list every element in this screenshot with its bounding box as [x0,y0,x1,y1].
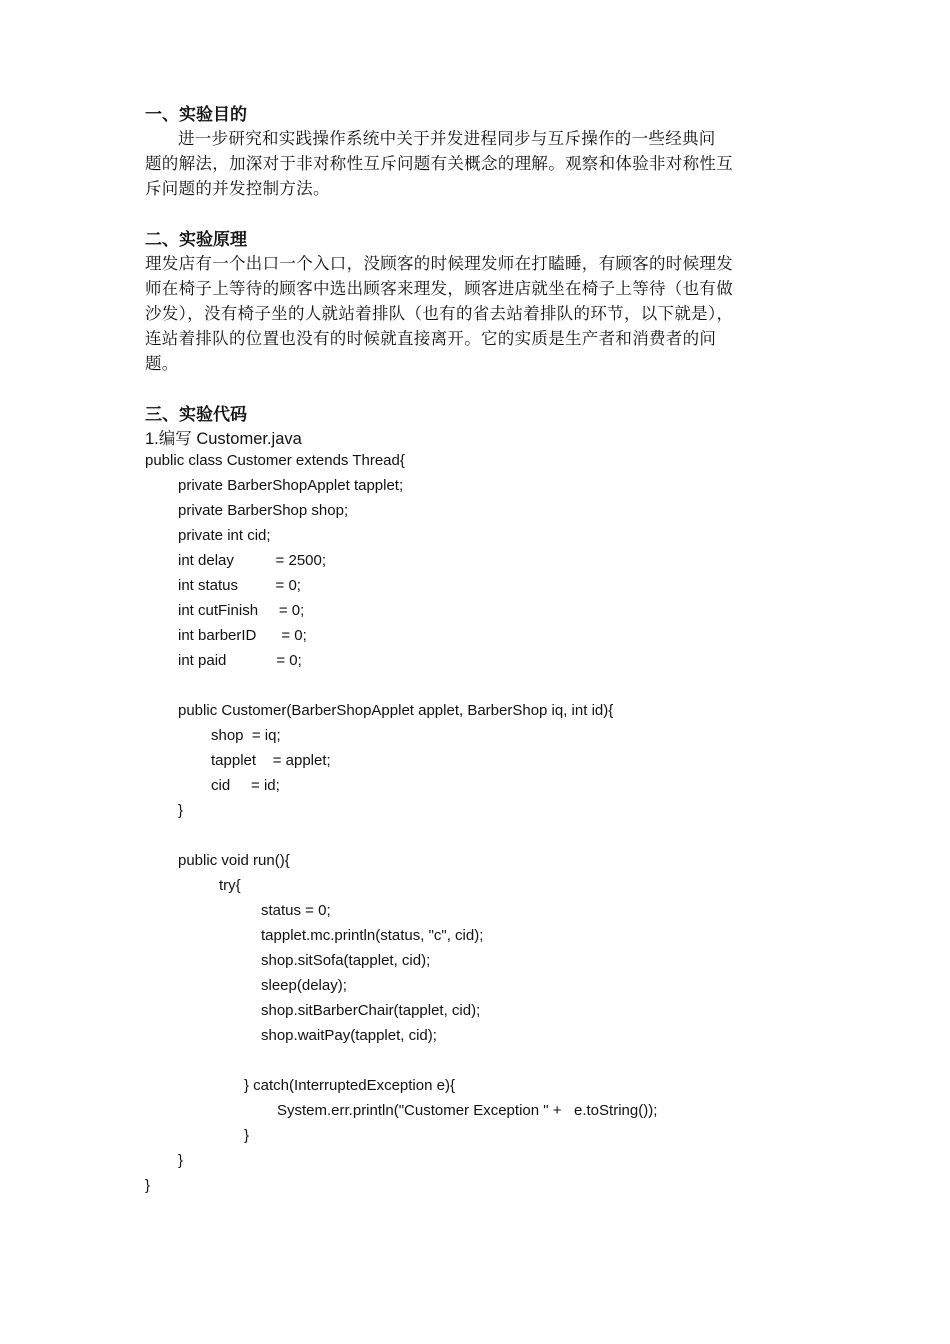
code-line: tapplet = applet; [211,752,331,769]
code-line: int status = 0; [178,577,301,594]
principle-line-2: 师在椅子上等待的顾客中选出顾客来理发，顾客进店就坐在椅子上等待（也有做 [145,279,733,298]
code-line: tapplet.mc.println(status, "c", cid); [261,927,484,944]
principle-line-3: 沙发），没有椅子坐的人就站着排队（也有的省去站着排队的环节，以下就是）， [145,304,734,323]
code-line: System.err.println("Customer Exception " + e.toString()); [277,1102,658,1119]
principle-line-5: 题。 [145,354,179,373]
code-line: } [145,1177,151,1194]
purpose-line-2: 题的解法，加深对于非对称性互斥问题有关概念的理解。观察和体验非对称性互 [145,154,733,173]
code-line: shop.sitSofa(tapplet, cid); [261,952,431,969]
code-line: try{ [219,877,241,894]
code-subheading: 1.编写 Customer.java [145,430,302,448]
purpose-line-3: 斥问题的并发控制方法。 [145,179,330,198]
purpose-line-1: 进一步研究和实践操作系统中关于并发进程同步与互斥操作的一些经典问 [178,129,716,148]
section-heading-purpose: 一、实验目的 [145,105,247,125]
code-line: } [178,802,184,819]
code-line: public Customer(BarberShopApplet applet, BarberShop iq, int id){ [178,702,614,719]
section-heading-principle: 二、实验原理 [145,230,247,250]
code-line: private BarberShop shop; [178,502,349,519]
section-heading-code: 三、实验代码 [145,405,247,425]
code-line: shop.waitPay(tapplet, cid); [261,1027,437,1044]
code-line: sleep(delay); [261,977,347,994]
code-line: public void run(){ [178,852,290,869]
code-line: status = 0; [261,902,331,919]
code-line: int barberID = 0; [178,627,307,644]
code-line: int paid = 0; [178,652,302,669]
code-line: shop.sitBarberChair(tapplet, cid); [261,1002,481,1019]
code-line: shop = iq; [211,727,281,744]
code-line: int cutFinish = 0; [178,602,305,619]
code-line: public class Customer extends Thread{ [145,452,405,469]
principle-line-4: 连站着排队的位置也没有的时候就直接离开。它的实质是生产者和消费者的问 [145,329,717,348]
code-line: } catch(InterruptedException e){ [244,1077,455,1094]
code-line: int delay = 2500; [178,552,327,569]
principle-line-1: 理发店有一个出口一个入口，没顾客的时候理发师在打瞌睡，有顾客的时候理发 [145,254,733,273]
code-line: private BarberShopApplet tapplet; [178,477,404,494]
code-line: } [178,1152,184,1169]
code-line: cid = id; [211,777,280,794]
code-line: private int cid; [178,527,271,544]
code-line: } [244,1127,250,1144]
